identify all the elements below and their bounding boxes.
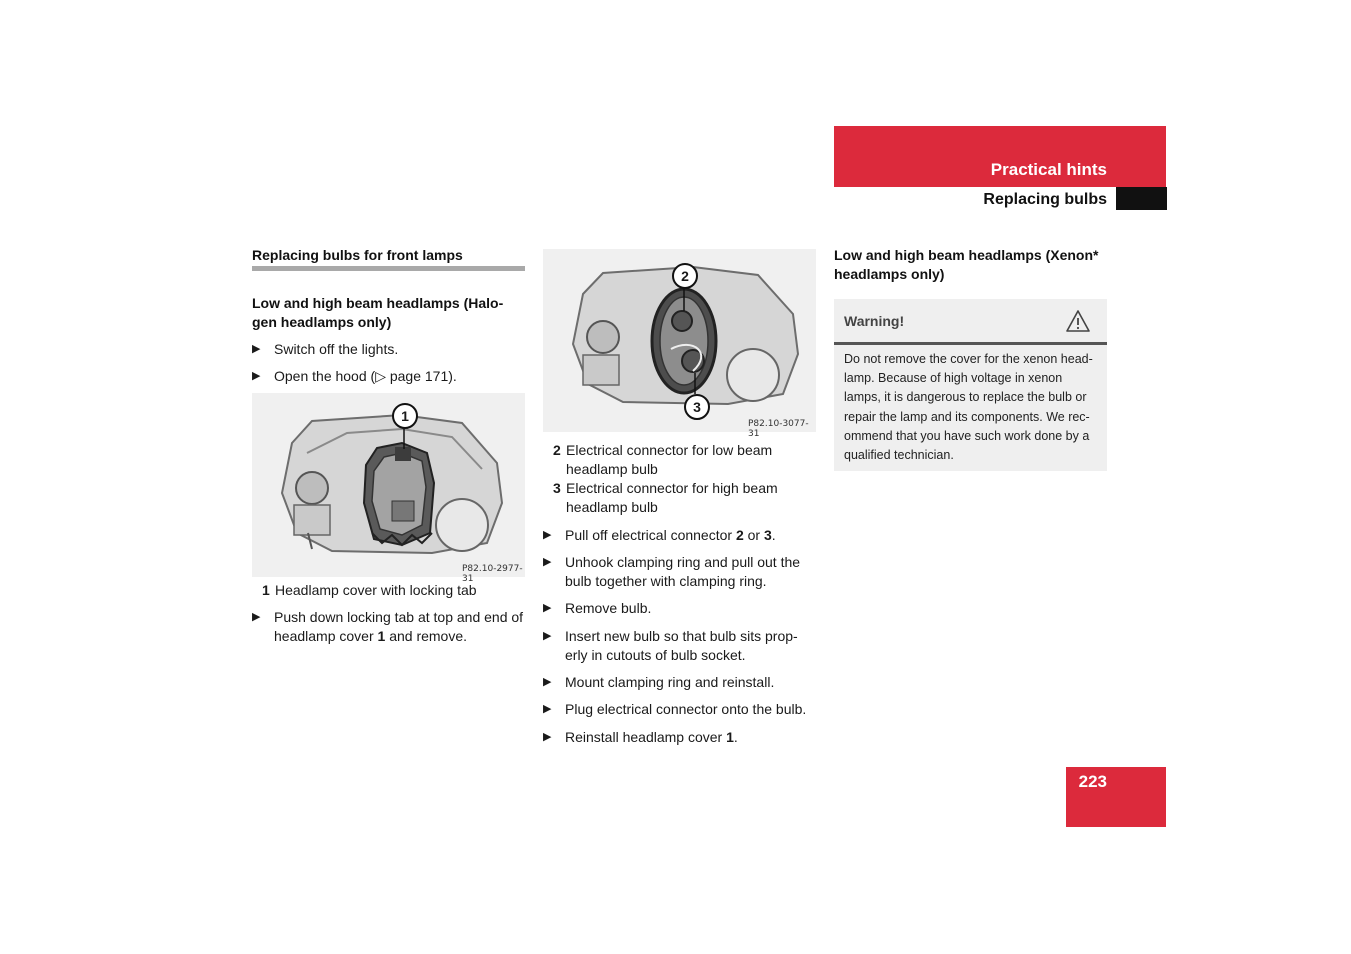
halogen-subheading-line1: Low and high beam headlamps (Halo- [252,295,504,311]
step-push-locking-tab [252,608,525,646]
step-plug-connector [543,700,816,719]
legend-number: 1 [262,582,270,598]
legend-text: Headlamp cover with locking tab [275,582,477,598]
subsection-title: Replacing bulbs [983,191,1107,208]
step-reinstall-cover [543,728,816,747]
halogen-subheading [252,294,525,332]
legend-item-2 [553,441,816,479]
step-text: Remove bulb. [565,600,652,616]
legend-number: 3 [553,480,561,496]
step-text: Unhook clamping ring and pull out the bulb together with clamping ring. [565,554,801,589]
bullet-arrow-icon: ▶ [543,703,552,715]
step-text: Reinstall headlamp cover [565,729,727,745]
step-switch-off-lights [252,340,525,359]
bullet-arrow-icon: ▶ [252,611,261,623]
figure-code: P82.10-2977-31 [462,564,523,584]
ref-number: 3 [763,527,772,543]
xenon-subheading [834,246,1114,284]
section-title: Practical hints [990,160,1107,179]
xenon-subheading-line2: headlamps only) [834,266,945,282]
step-text-end: . [733,729,738,745]
headlamp-cover-illustration [252,393,525,577]
bullet-arrow-icon: ▶ [543,556,552,568]
bullet-arrow-icon: ▶ [543,731,552,743]
warning-triangle-icon [1065,309,1091,338]
column1-heading: Replacing bulbs for front lamps [252,247,463,263]
subsection-marker [1116,187,1167,210]
step-text: Insert new bulb so that bulb sits prop-erly in cutouts of bulb socket. [565,628,798,663]
page-ref-arrow-icon: ▷ [375,368,386,384]
step-text: Mount clamping ring and reinstall. [565,674,775,690]
legend-text: Electrical connector for high beam headlamp bulb [566,480,778,515]
step-mount-clamping-ring [543,673,816,692]
warning-rule [834,342,1107,345]
legend-item-3 [553,479,816,517]
warning-title: Warning! [844,313,905,329]
bullet-arrow-icon: ▶ [543,630,552,642]
bullet-arrow-icon: ▶ [252,370,261,382]
page-ref-link[interactable]: page 171). [385,368,457,384]
step-text-end: and remove. [385,628,468,644]
step-text-mid: or [743,527,764,543]
step-text-end: . [771,527,776,543]
bullet-arrow-icon: ▶ [543,529,552,541]
step-open-hood [252,367,525,386]
step-text: Push down locking tab at top and end of headlamp cover [274,609,524,644]
page-number: 223 [1078,772,1107,791]
step-text: Switch off the lights. [274,341,399,357]
ref-number: 2 [735,527,744,543]
step-insert-new-bulb [543,627,816,665]
ref-number: 1 [726,729,734,745]
step-text: Pull off electrical connector [565,527,736,543]
legend-number: 2 [553,442,561,458]
xenon-subheading-line1: Low and high beam headlamps (Xenon* [834,247,1099,263]
legend-text: Electrical connector for low beam headlamp bulb [566,442,773,477]
halogen-subheading-line2: gen headlamps only) [252,314,392,330]
callout-3: 3 [684,394,710,420]
heading-rule [252,266,525,271]
headlamp-cover-figure [252,393,525,584]
step-text: Plug electrical connector onto the bulb. [565,701,807,717]
callout-1: 1 [392,403,418,429]
step-remove-bulb [543,599,816,618]
legend-item-1 [262,581,535,600]
warning-text: Do not remove the cover for the xenon head-lamp. Because of high voltage in xenon lamps, it is dangerous to replace the bulb or repair the lamp and its components. We rec-ommend that you have such work done by a qualified technician. [844,352,1093,463]
bullet-arrow-icon: ▶ [543,676,552,688]
figure-code: P82.10-3077-31 [748,419,809,439]
bullet-arrow-icon: ▶ [543,602,552,614]
connector-figure [543,249,816,439]
bullet-arrow-icon: ▶ [252,343,261,355]
step-pull-off-connector [543,526,816,545]
ref-number: 1 [377,628,386,644]
callout-2: 2 [672,263,698,289]
step-text: Open the hood ( [274,368,376,384]
step-unhook-clamping-ring [543,553,816,591]
